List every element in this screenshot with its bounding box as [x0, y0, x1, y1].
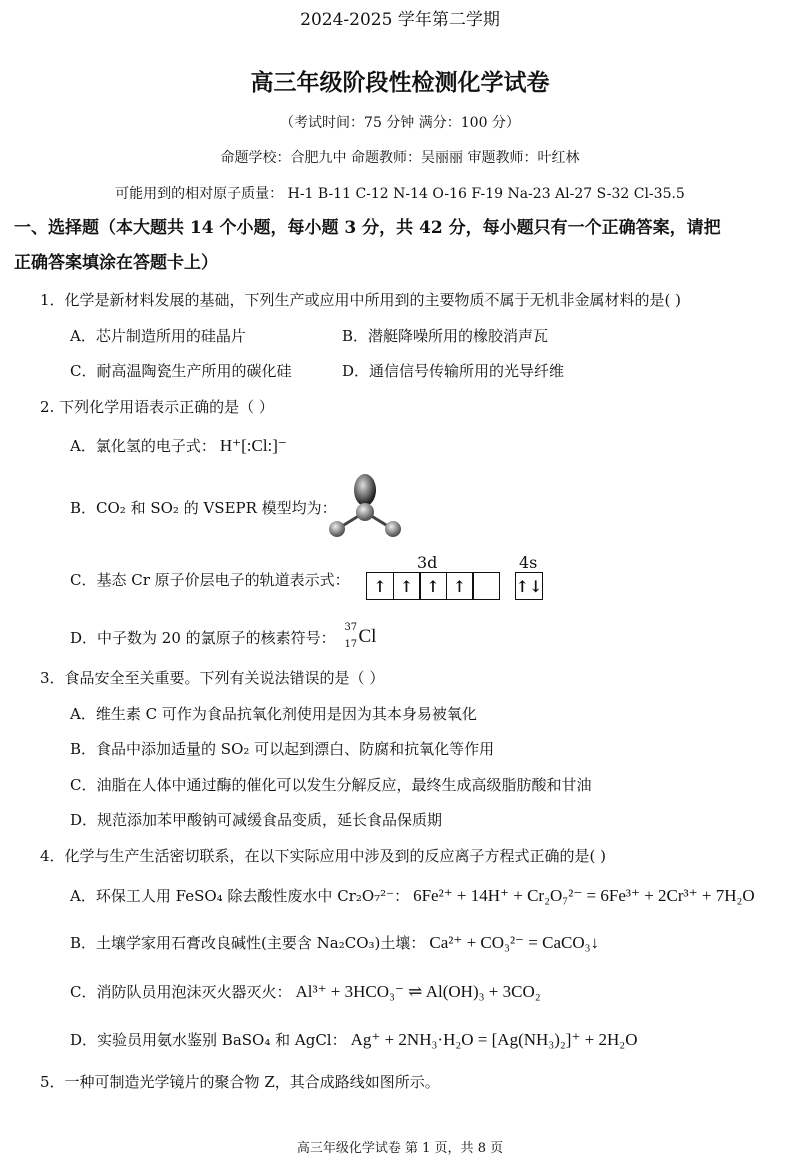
q2-stem: 2. 下列化学用语表示正确的是（ ）: [40, 398, 274, 416]
section-heading-cont: 正确答案填涂在答题卡上）: [14, 253, 218, 273]
vsepr-model-icon: [325, 470, 405, 542]
page-title: 高三年级阶段性检测化学试卷: [250, 69, 550, 96]
q3-option-d: D．规范添加苯甲酸钠可减缓食品变质，延长食品保质期: [70, 811, 443, 829]
q2-option-a-text: A．氯化氢的电子式：: [70, 437, 216, 455]
q4-option-a: [70, 886, 755, 906]
q4-option-d-text: D．实验员用氨水鉴别 BaSO₄ 和 AgCl：: [70, 1031, 347, 1049]
q4-stem: 4．化学与生产生活密切联系，在以下实际应用中涉及到的反应离子方程式正确的是( ): [40, 847, 607, 865]
q4-option-c-text: C．消防队员用泡沫灭火器灭火：: [70, 983, 292, 1001]
orbital-3d-box: ↑: [366, 572, 394, 600]
q4-option-c-equation: Al³⁺ + 3HCO₃⁻ ⇌ Al(OH)₃ + 3CO₂: [295, 982, 541, 1001]
hcl-electron-formula: H⁺[:Cl:]⁻: [219, 436, 287, 455]
q3-stem: 3．食品安全至关重要。下列有关说法错误的是（ ）: [40, 669, 385, 687]
orbital-3d-boxes: [366, 572, 500, 600]
q1-option-b: B．潜艇降噪所用的橡胶消声瓦: [342, 327, 549, 345]
orbital-3d-box: ↑: [419, 572, 447, 600]
q2-option-d-text: D．中子数为 20 的氯原子的核素符号：: [70, 629, 336, 647]
q4-option-b-equation: Ca²⁺ + CO₃²⁻ = CaCO₃↓: [429, 933, 600, 952]
orbital-label-4s: 4s: [519, 553, 538, 572]
q4-option-d-equation: Ag⁺ + 2NH₃·H₂O = [Ag(NH₃)₂]⁺ + 2H₂O: [350, 1030, 638, 1049]
orbital-3d-box: [472, 572, 500, 600]
atomic-masses: 可能用到的相对原子质量： H-1 B-11 C-12 N-14 O-16 F-19 Na-23 Al-27 S-32 Cl-35.5: [115, 186, 685, 202]
nuclide-symbol: [340, 622, 386, 650]
q1-option-c: C．耐高温陶瓷生产所用的碳化硅: [70, 362, 292, 380]
nuclide-mass-number: 37: [344, 622, 358, 633]
q3-option-c: C．油脂在人体中通过酶的催化可以发生分解反应，最终生成高级脂肪酸和甘油: [70, 776, 592, 794]
q4-option-b: [70, 933, 599, 953]
q4-option-c: [70, 982, 541, 1002]
q2-option-c: C．基态 Cr 原子价层电子的轨道表示式：: [70, 571, 350, 589]
q2-option-b: B．CO₂ 和 SO₂ 的 VSEPR 模型均为：: [70, 499, 337, 517]
q2-option-d: [70, 622, 386, 650]
q4-option-b-text: B．土壤学家用石膏改良碱性(主要含 Na₂CO₃)土壤：: [70, 934, 426, 952]
orbital-4s-box: ↑↓: [515, 572, 543, 600]
q1-option-d: D．通信信号传输所用的光导纤维: [342, 362, 565, 380]
q3-option-a: A．维生素 C 可作为食品抗氧化剂使用是因为其本身易被氧化: [70, 705, 477, 723]
q1-option-a: A．芯片制造所用的硅晶片: [70, 327, 246, 345]
orbital-3d-box: ↑: [393, 572, 421, 600]
q4-option-a-equation: 6Fe²⁺ + 14H⁺ + Cr₂O₇²⁻ = 6Fe³⁺ + 2Cr³⁺ + 7H₂O: [413, 886, 755, 905]
term-line: 2024-2025 学年第二学期: [300, 10, 500, 30]
section-heading: 一、选择题（本大题共 14 个小题，每小题 3 分，共 42 分，每小题只有一个正确答案，请把: [14, 218, 721, 238]
nuclide-element: Cl: [358, 626, 377, 647]
q4-option-a-text: A．环保工人用 FeSO₄ 除去酸性废水中 Cr₂O₇²⁻：: [70, 887, 410, 905]
q1-stem: 1．化学是新材料发展的基础，下列生产或应用中所用到的主要物质不属于无机非金属材料的是( ): [40, 291, 682, 309]
exam-info: （考试时间：75 分钟 满分：100 分）: [280, 115, 520, 131]
nuclide-atomic-number: 17: [344, 639, 358, 650]
orbital-label-3d: 3d: [417, 553, 438, 572]
orbital-4s-box-group: [515, 572, 543, 600]
q5-stem: 5．一种可制造光学镜片的聚合物 Z，其合成路线如图所示。: [40, 1073, 440, 1091]
q2-option-a: [70, 436, 287, 456]
page-footer: 高三年级化学试卷 第 1 页，共 8 页: [296, 1141, 504, 1156]
q3-option-b: B．食品中添加适量的 SO₂ 可以起到漂白、防腐和抗氧化等作用: [70, 740, 495, 758]
orbital-3d-box: ↑: [446, 572, 474, 600]
authors-line: 命题学校：合肥九中 命题教师：吴丽丽 审题教师：叶红林: [220, 150, 580, 166]
q4-option-d: [70, 1030, 638, 1050]
